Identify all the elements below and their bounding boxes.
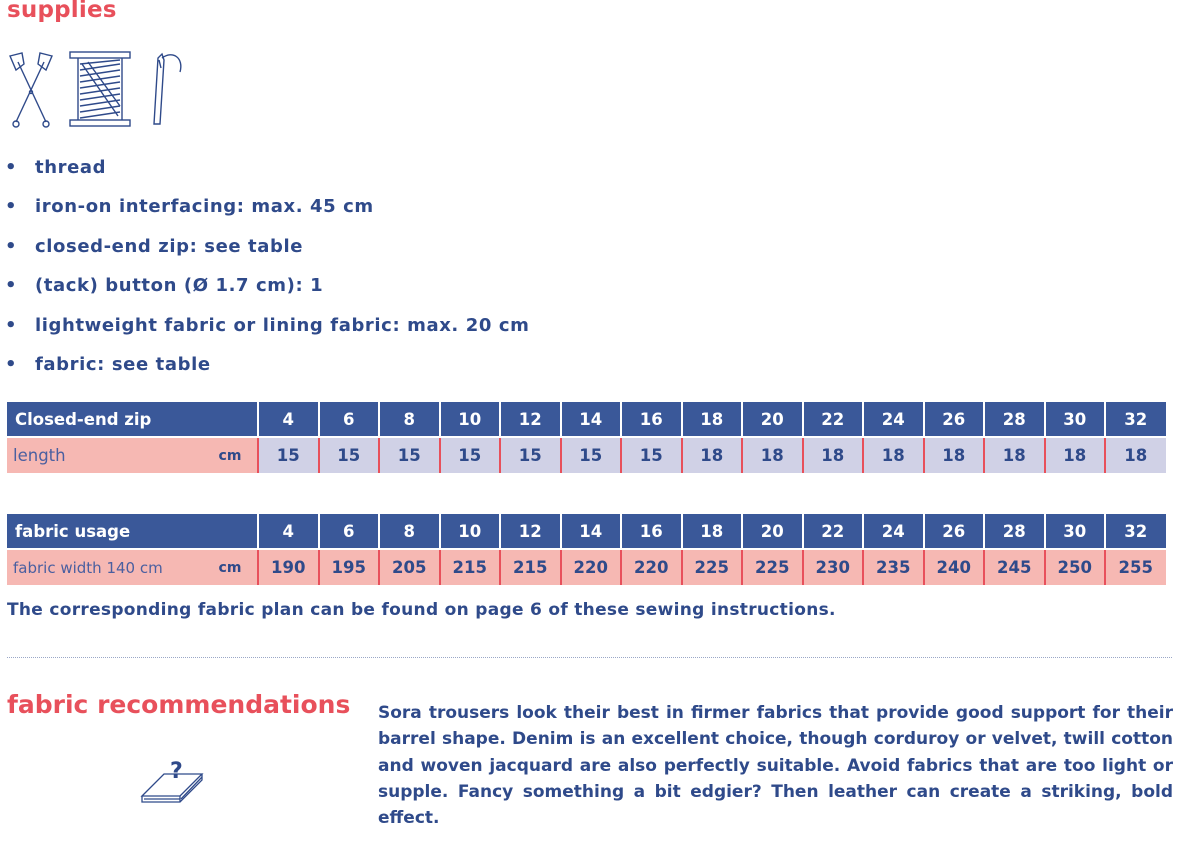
size-cell: 4 xyxy=(258,514,319,549)
size-cell: 6 xyxy=(319,402,380,437)
size-cell: 32 xyxy=(1105,402,1166,437)
unit-cell: cm xyxy=(203,549,258,585)
size-cell: 20 xyxy=(742,514,803,549)
size-cell: 4 xyxy=(258,402,319,437)
value-cell: 255 xyxy=(1105,549,1166,585)
value-cell: 235 xyxy=(863,549,924,585)
table-header-label: fabric usage xyxy=(7,514,203,549)
table-header-row xyxy=(7,514,1166,549)
value-cell: 18 xyxy=(924,437,985,473)
svg-text:?: ? xyxy=(170,759,183,784)
value-cell: 18 xyxy=(1045,437,1106,473)
value-cell: 215 xyxy=(500,549,561,585)
size-cell: 28 xyxy=(984,514,1045,549)
size-cell: 8 xyxy=(379,514,440,549)
value-cell: 18 xyxy=(1105,437,1166,473)
size-cell: 10 xyxy=(440,402,501,437)
supplies-icons xyxy=(8,50,188,130)
size-cell: 24 xyxy=(863,514,924,549)
size-cell: 28 xyxy=(984,402,1045,437)
supplies-item: • (tack) button (Ø 1.7 cm): 1 xyxy=(5,275,324,297)
value-cell: 245 xyxy=(984,549,1045,585)
size-cell: 30 xyxy=(1045,402,1106,437)
size-cell: 26 xyxy=(924,514,985,549)
unit-cell: cm xyxy=(203,437,258,473)
fabric-plan-note: The corresponding fabric plan can be found on page 6 of these sewing instructions. xyxy=(7,600,836,620)
needle-icon xyxy=(154,54,181,124)
value-cell: 18 xyxy=(742,437,803,473)
table-row xyxy=(7,549,1166,585)
value-cell: 225 xyxy=(682,549,743,585)
value-cell: 15 xyxy=(319,437,380,473)
recommendations-heading: fabric recommendations xyxy=(7,690,351,719)
supplies-item: • fabric: see table xyxy=(5,353,211,375)
size-cell: 10 xyxy=(440,514,501,549)
recommendations-text: Sora trousers look their best in firmer fabrics that provide good support for their barrel shape. Denim is an excellent choice, though corduroy or velvet, twill cotton and woven jacquard are also perfectly suitable. Avoid fabrics that are too light or supple. Fancy something a bit edgier? Then leather can create a striking, bold effect. xyxy=(378,703,1173,829)
supplies-item: • closed-end zip: see table xyxy=(5,235,304,257)
value-cell: 240 xyxy=(924,549,985,585)
section-divider xyxy=(7,657,1172,658)
row-label: fabric width 140 cm xyxy=(7,549,203,585)
value-cell: 18 xyxy=(984,437,1045,473)
zip-table xyxy=(7,402,1166,473)
value-cell: 190 xyxy=(258,549,319,585)
value-cell: 220 xyxy=(561,549,622,585)
value-cell: 195 xyxy=(319,549,380,585)
size-cell: 22 xyxy=(803,402,864,437)
size-cell: 8 xyxy=(379,402,440,437)
value-cell: 230 xyxy=(803,549,864,585)
size-cell: 18 xyxy=(682,402,743,437)
size-cell: 14 xyxy=(561,514,622,549)
size-cell: 16 xyxy=(621,402,682,437)
supplies-item: • iron-on interfacing: max. 45 cm xyxy=(5,196,374,218)
supplies-heading: supplies xyxy=(7,0,117,23)
value-cell: 250 xyxy=(1045,549,1106,585)
value-cell: 15 xyxy=(379,437,440,473)
size-cell: 18 xyxy=(682,514,743,549)
row-label: length xyxy=(7,437,203,473)
size-cell: 12 xyxy=(500,514,561,549)
value-cell: 18 xyxy=(863,437,924,473)
value-cell: 15 xyxy=(621,437,682,473)
fabric-question-icon xyxy=(140,756,206,812)
table-header-label: Closed-end zip xyxy=(7,402,203,437)
size-cell: 32 xyxy=(1105,514,1166,549)
value-cell: 15 xyxy=(258,437,319,473)
table-row xyxy=(7,437,1166,473)
size-cell: 22 xyxy=(803,514,864,549)
size-cell: 24 xyxy=(863,402,924,437)
fabric-usage-table xyxy=(7,514,1166,585)
value-cell: 18 xyxy=(682,437,743,473)
supplies-item: • lightweight fabric or lining fabric: max. 20 cm xyxy=(5,314,530,336)
supplies-list xyxy=(0,154,529,390)
size-cell: 14 xyxy=(561,402,622,437)
value-cell: 215 xyxy=(440,549,501,585)
size-cell: 26 xyxy=(924,402,985,437)
value-cell: 15 xyxy=(561,437,622,473)
size-cell: 12 xyxy=(500,402,561,437)
value-cell: 225 xyxy=(742,549,803,585)
scissors-icon xyxy=(10,53,52,127)
size-cell: 30 xyxy=(1045,514,1106,549)
value-cell: 15 xyxy=(440,437,501,473)
table-header-row xyxy=(7,402,1166,437)
value-cell: 205 xyxy=(379,549,440,585)
value-cell: 220 xyxy=(621,549,682,585)
value-cell: 18 xyxy=(803,437,864,473)
supplies-item: • thread xyxy=(5,157,107,178)
size-cell: 6 xyxy=(319,514,380,549)
value-cell: 15 xyxy=(500,437,561,473)
size-cell: 20 xyxy=(742,402,803,437)
size-cell: 16 xyxy=(621,514,682,549)
thread-spool-icon xyxy=(70,52,130,126)
